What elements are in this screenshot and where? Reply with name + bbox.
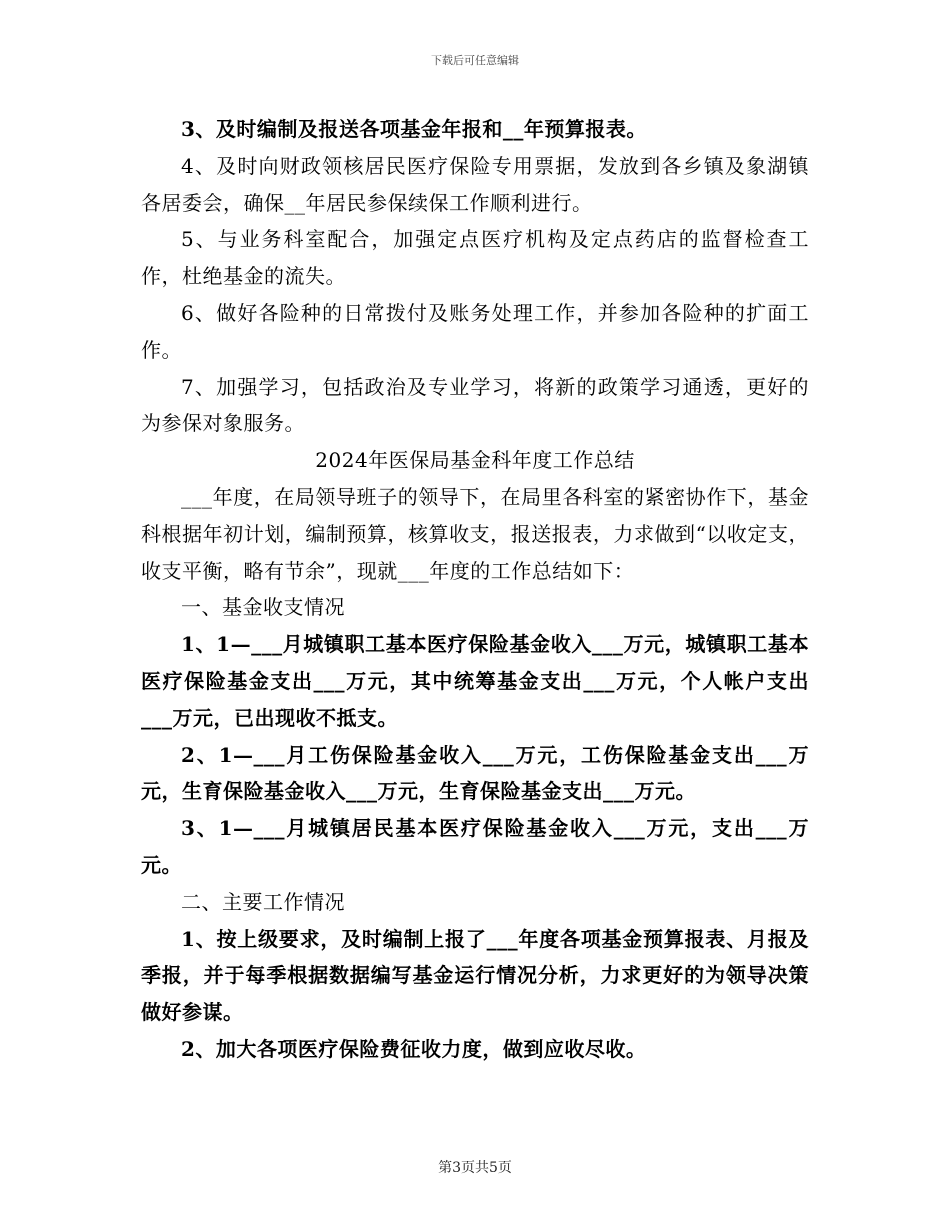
heading-fund-income-expense: 一、基金收支情况 <box>181 595 345 620</box>
paragraph-3: 5、与业务科室配合，加强定点医疗机构及定点药店的监督检查工作，杜绝基金的流失。 <box>141 227 809 289</box>
paragraph-2: 4、及时向财政领核居民医疗保险专用票据，发放到各乡镇及象湖镇各居委会，确保__年居民参保续保工作顺利进行。 <box>141 153 809 215</box>
body-work-2: 2、加大各项医疗保险费征收力度，做到应收尽收。 <box>181 1036 647 1061</box>
body-item-1: 1、1—___月城镇职工基本医疗保险基金收入___万元，城镇职工基本医疗保险基金支出___万元，其中统筹基金支出___万元，个人帐户支出___万元，已出现收不抵支。 <box>141 632 809 730</box>
heading-main-work: 二、主要工作情况 <box>181 889 345 914</box>
paragraph-1: 3、及时编制及报送各项基金年报和__年预算报表。 <box>181 117 647 141</box>
paragraph-5: 7、加强学习，包括政治及专业学习，将新的政策学习通透，更好的为参保对象服务。 <box>141 374 809 436</box>
body-intro: ___年度，在局领导班子的领导下，在局里各科室的紧密协作下，基金科根据年初计划，编制预算，核算收支，报送报表，力求做到“以收定支，收支平衡，略有节余”，现就___年度的工作总结如下： <box>141 484 809 583</box>
section-title: 2024年医保局基金科年度工作总结 <box>315 448 635 473</box>
body-item-3: 3、1—___月城镇居民基本医疗保险基金收入___万元，支出___万元。 <box>141 816 809 877</box>
page-footer-number: 第3页共5页 <box>438 1160 512 1176</box>
page-header-note: 下载后可任意编辑 <box>431 54 519 67</box>
paragraph-4: 6、做好各险种的日常拨付及账务处理工作，并参加各险种的扩面工作。 <box>141 300 809 362</box>
body-work-1: 1、按上级要求，及时编制上报了___年度各项基金预算报表、月报及季报，并于每季根据数据编写基金运行情况分析，力求更好的为领导决策做好参谋。 <box>141 926 809 1025</box>
document-body <box>141 111 809 1068</box>
body-item-2: 2、1—___月工伤保险基金收入___万元，工伤保险基金支出___万元，生育保险基金收入___万元，生育保险基金支出___万元。 <box>141 742 809 804</box>
